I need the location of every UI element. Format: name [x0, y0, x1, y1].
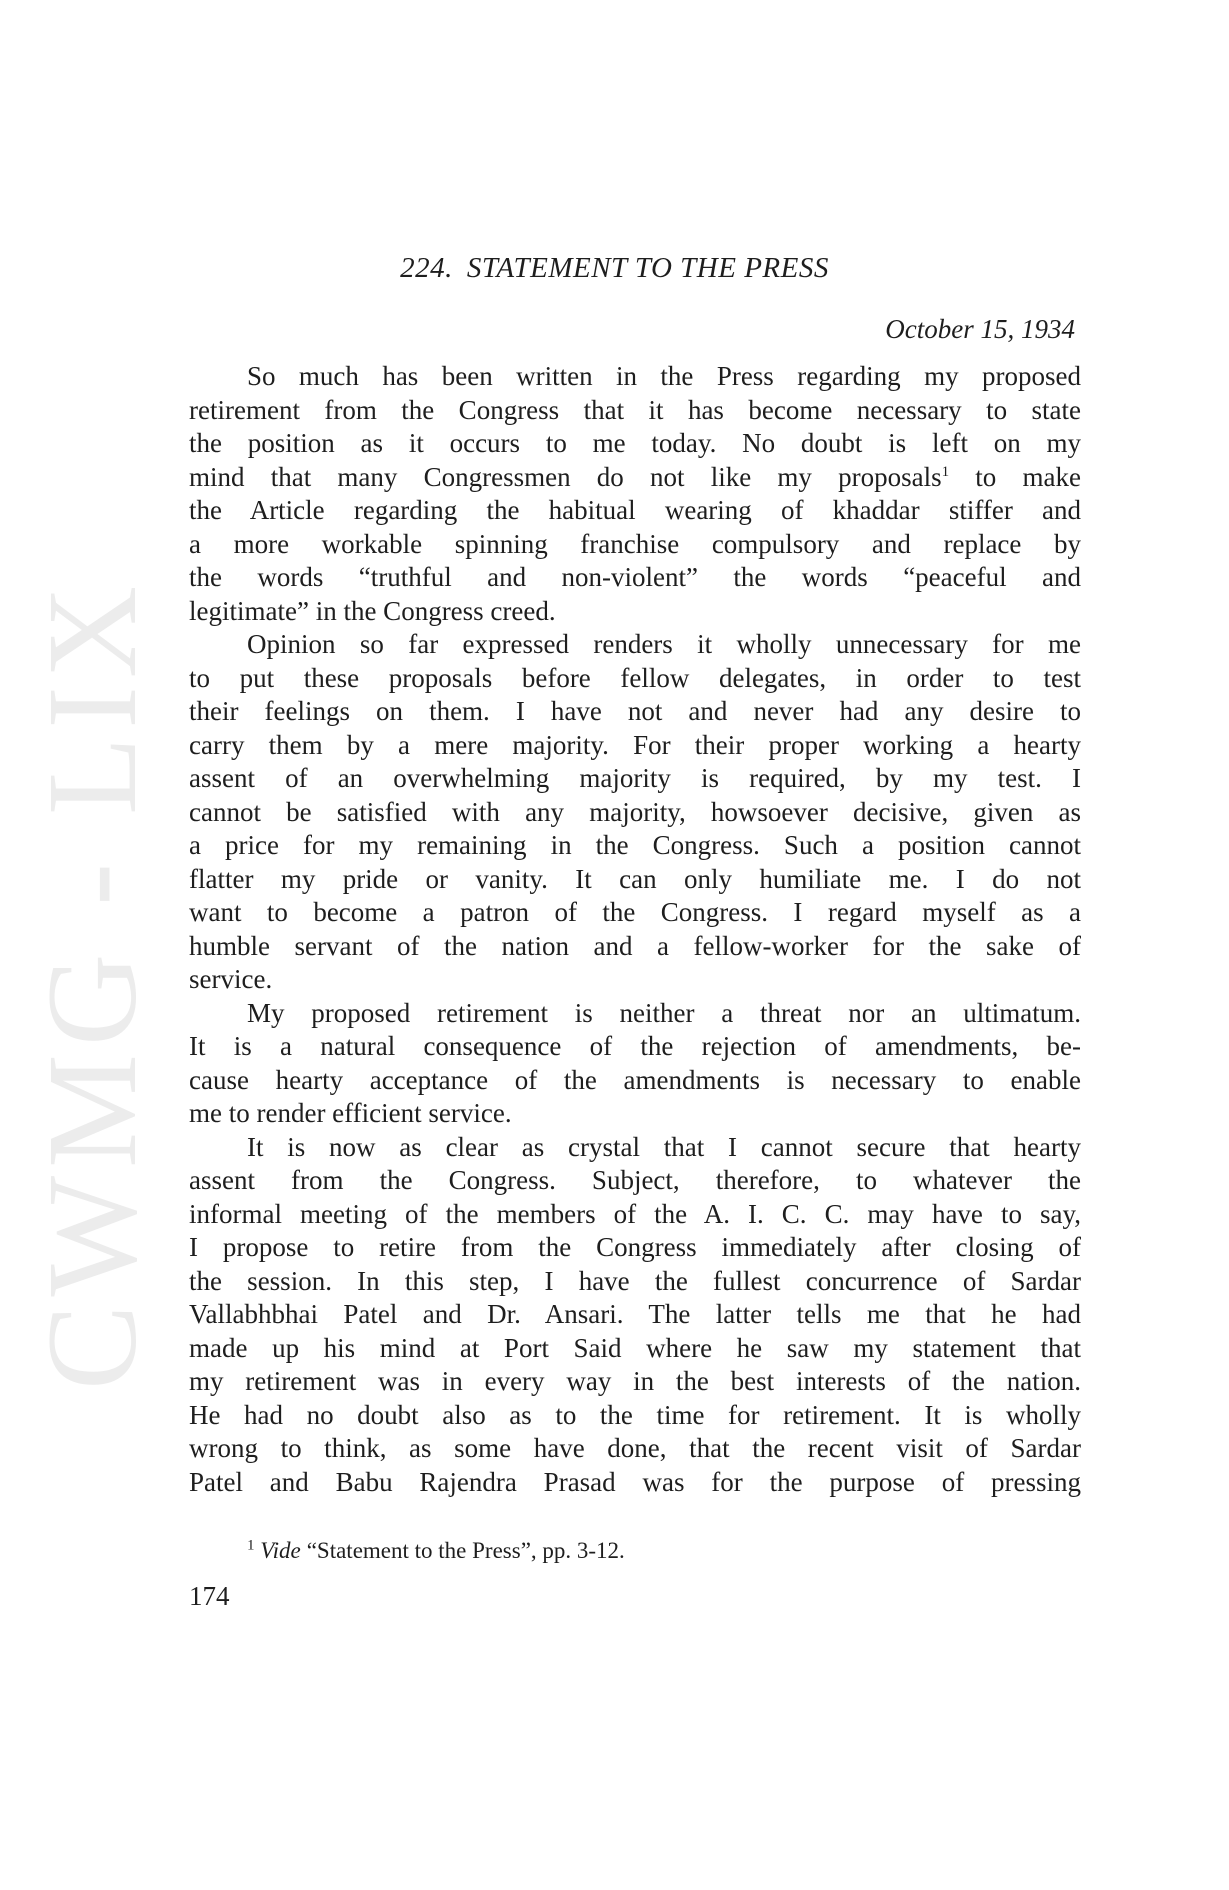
text-line: informal meeting of the members of the A. I. C. C. may have to say, [189, 1198, 1081, 1229]
text-line: a price for my remaining in the Congress. Such a position cannot [189, 830, 1081, 860]
text-line: My proposed retirement is neither a threat nor an ultimatum. [247, 997, 1081, 1028]
footnote-text: “Statement to the Press”, pp. 3-12. [306, 1538, 625, 1563]
text-line: I propose to retire from the Congress immediately after closing of [189, 1232, 1081, 1262]
text-line: It is now as clear as crystal that I cannot secure that hearty [247, 1131, 1081, 1162]
article-heading [0, 252, 1229, 285]
text-line: the Article regarding the habitual wearing of khaddar stiffer and [189, 495, 1081, 525]
text-line: Opinion so far expressed renders it wholly unnecessary for me [247, 629, 1081, 659]
text-line: cause hearty acceptance of the amendments is necessary to enable [189, 1064, 1081, 1095]
text-line: want to become a patron of the Congress. I regard myself as a [189, 897, 1081, 927]
text-line: flatter my pride or vanity. It can only humiliate me. I do not [189, 863, 1081, 894]
line-segment: mind that many Congressmen do not like my proposals [189, 461, 942, 492]
text-line: He had no doubt also as to the time for retirement. It is wholly [189, 1399, 1081, 1430]
text-line: assent from the Congress. Subject, therefore, to whatever the [189, 1165, 1081, 1195]
footnote-marker: 1 [247, 1537, 255, 1554]
text-line: retirement from the Congress that it has become necessary to state [189, 394, 1081, 425]
article-date: October 15, 1934 [885, 314, 1075, 344]
footnote-vide: Vide [260, 1538, 301, 1563]
text-line: a more workable spinning franchise compulsory and replace by [189, 528, 1081, 559]
page-number: 174 [189, 1581, 230, 1611]
text-line: It is a natural consequence of the rejection of amendments, be- [189, 1031, 1081, 1061]
text-line: to put these proposals before fellow delegates, in order to test [189, 662, 1081, 693]
article-number: 224. [400, 252, 453, 284]
text-line: the words “truthful and non-violent” the words “peaceful and [189, 562, 1081, 592]
text-line: service. [189, 964, 273, 994]
text-line: the session. In this step, I have the fullest concurrence of Sardar [189, 1265, 1081, 1296]
text-line: their feelings on them. I have not and never had any desire to [189, 696, 1081, 726]
text-line: made up his mind at Port Said where he saw my statement that [189, 1332, 1081, 1363]
text-line [189, 460, 1081, 494]
text-line: carry them by a mere majority. For their proper working a hearty [189, 729, 1081, 760]
footnote-reference: 1 [941, 463, 950, 480]
watermark: CWMG - LIX [21, 577, 163, 1390]
text-line: my retirement was in every way in the best interests of the nation. [189, 1366, 1081, 1396]
text-line: the position as it occurs to me today. No doubt is left on my [189, 428, 1081, 458]
text-line: me to render efficient service. [189, 1098, 512, 1128]
text-line: humble servant of the nation and a fellow-worker for the sake of [189, 930, 1081, 961]
text-line: legitimate” in the Congress creed. [189, 595, 556, 626]
text-line: cannot be satisfied with any majority, howsoever decisive, given as [189, 796, 1081, 827]
article-title: STATEMENT TO THE PRESS [466, 252, 829, 284]
text-line: Patel and Babu Rajendra Prasad was for the purpose of pressing [189, 1466, 1081, 1497]
footnote [247, 1537, 625, 1565]
text-line: assent of an overwhelming majority is required, by my test. I [189, 763, 1081, 793]
text-line: wrong to think, as some have done, that the recent visit of Sardar [189, 1433, 1081, 1463]
text-line: So much has been written in the Press regarding my proposed [247, 361, 1081, 391]
line-segment: to make [949, 461, 1081, 492]
text-line: Vallabhbhai Patel and Dr. Ansari. The latter tells me that he had [189, 1299, 1081, 1329]
